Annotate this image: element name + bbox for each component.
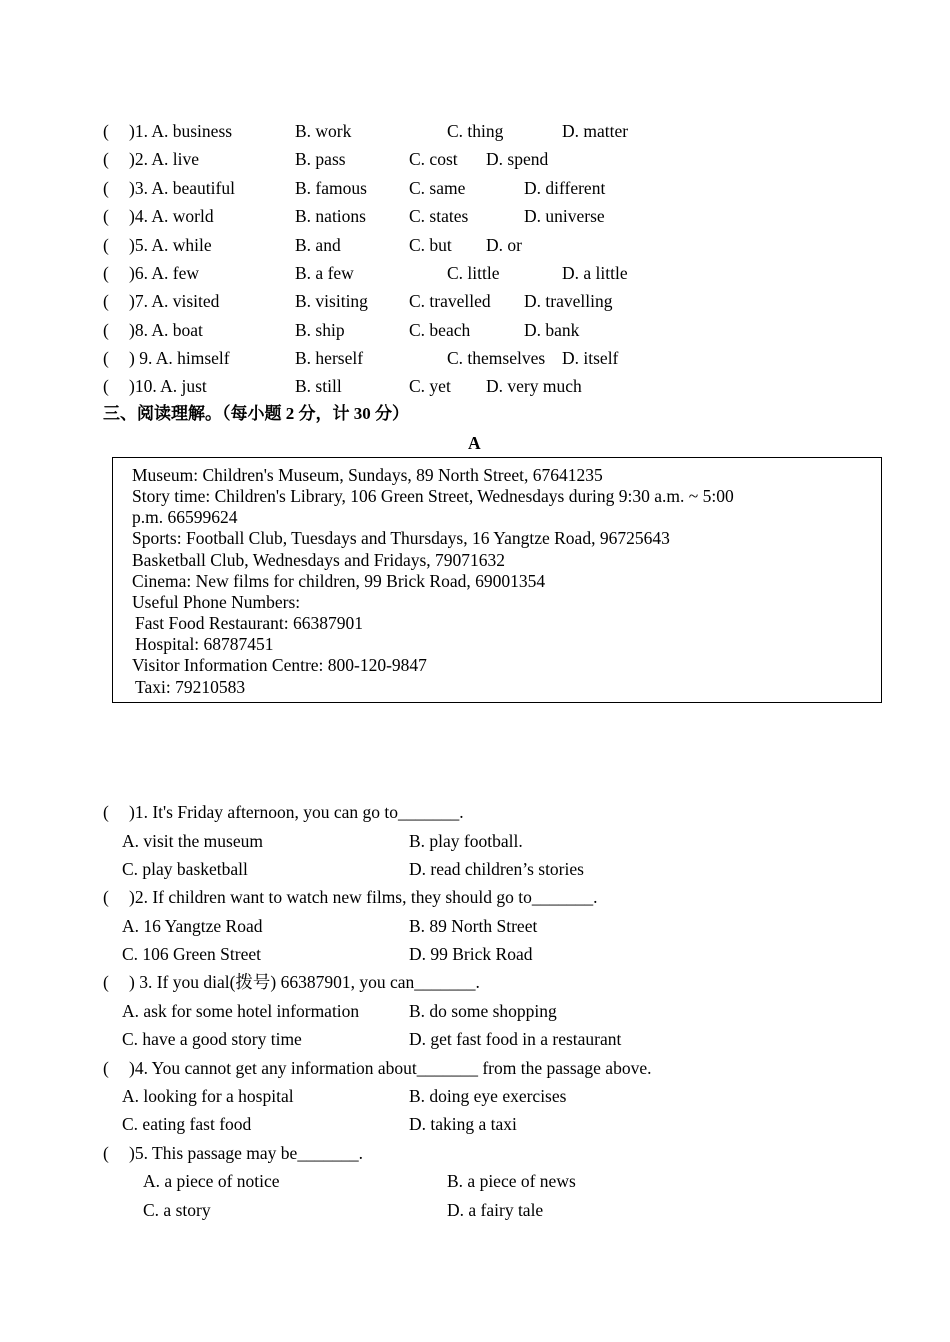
- option-d: D. read children’s stories: [409, 859, 584, 879]
- cloze-option-d: D. or: [486, 235, 522, 255]
- option-c: C. 106 Green Street: [122, 944, 261, 964]
- answer-paren: (: [103, 802, 109, 822]
- answer-paren: (: [103, 178, 109, 198]
- answer-paren: (: [103, 263, 109, 283]
- option-a: A. ask for some hotel information: [122, 1001, 360, 1021]
- question-stem: )5. This passage may be_______.: [129, 1143, 363, 1163]
- answer-paren: (: [103, 149, 109, 169]
- cloze-option-c: C. states: [409, 206, 469, 226]
- question-stem: )2. If children want to watch new films, they should go to_______.: [129, 887, 598, 907]
- cloze-option-b: B. work: [295, 121, 352, 141]
- cloze-option-c: C. little: [447, 263, 500, 283]
- cloze-option-d: D. bank: [524, 320, 580, 340]
- cloze-option-a: )6. A. few: [129, 263, 199, 283]
- notice-line: Museum: Children's Museum, Sundays, 89 North Street, 67641235: [132, 465, 603, 485]
- cloze-option-b: B. pass: [295, 149, 346, 169]
- cloze-option-b: B. and: [295, 235, 341, 255]
- notice-line: Visitor Information Centre: 800-120-9847: [132, 655, 427, 675]
- cloze-option-c: C. same: [409, 178, 466, 198]
- cloze-option-b: B. herself: [295, 348, 364, 368]
- option-a: A. 16 Yangtze Road: [122, 916, 263, 936]
- option-c: C. have a good story time: [122, 1029, 302, 1049]
- cloze-option-c: C. yet: [409, 376, 451, 396]
- cloze-option-c: C. but: [409, 235, 452, 255]
- answer-paren: (: [103, 376, 109, 396]
- cloze-option-a: )10. A. just: [129, 376, 207, 396]
- notice-line: Basketball Club, Wednesdays and Fridays, 79071632: [132, 550, 506, 570]
- cloze-option-c: C. themselves: [447, 348, 546, 368]
- option-a: A. looking for a hospital: [122, 1086, 294, 1106]
- option-d: D. taking a taxi: [409, 1114, 517, 1134]
- cloze-option-a: )4. A. world: [129, 206, 214, 226]
- cloze-option-a: )2. A. live: [129, 149, 199, 169]
- option-c: C. eating fast food: [122, 1114, 252, 1134]
- option-d: D. get fast food in a restaurant: [409, 1029, 622, 1049]
- option-b: B. play football.: [409, 831, 523, 851]
- cloze-option-d: D. spend: [486, 149, 549, 169]
- question-stem: )4. You cannot get any information about_______ from the passage above.: [129, 1058, 652, 1078]
- cloze-option-b: B. nations: [295, 206, 366, 226]
- cloze-option-a: ) 9. A. himself: [129, 348, 230, 368]
- cloze-option-a: )8. A. boat: [129, 320, 203, 340]
- cloze-option-a: )7. A. visited: [129, 291, 220, 311]
- notice-line: Cinema: New films for children, 99 Brick Road, 69001354: [132, 571, 546, 591]
- cloze-option-c: C. thing: [447, 121, 504, 141]
- notice-line: Story time: Children's Library, 106 Green Street, Wednesdays during 9:30 a.m. ~ 5:00: [132, 486, 734, 506]
- option-a: A. a piece of notice: [143, 1171, 280, 1191]
- notice-line: Sports: Football Club, Tuesdays and Thursdays, 16 Yangtze Road, 96725643: [132, 528, 670, 548]
- cloze-option-d: D. travelling: [524, 291, 613, 311]
- cloze-option-c: C. cost: [409, 149, 458, 169]
- cloze-option-a: )1. A. business: [129, 121, 233, 141]
- section-heading: 三、阅读理解。（每小题 2 分，计 30 分）: [103, 404, 409, 423]
- cloze-option-d: D. itself: [562, 348, 619, 368]
- notice-line: p.m. 66599624: [132, 507, 238, 527]
- cloze-option-a: )3. A. beautiful: [129, 178, 235, 198]
- option-c: C. play basketball: [122, 859, 248, 879]
- notice-line: Taxi: 79210583: [135, 677, 246, 697]
- cloze-option-d: D. a little: [562, 263, 628, 283]
- notice-line: Hospital: 68787451: [135, 634, 274, 654]
- option-b: B. a piece of news: [447, 1171, 576, 1191]
- answer-paren: (: [103, 348, 109, 368]
- option-d: D. a fairy tale: [447, 1200, 544, 1220]
- answer-paren: (: [103, 291, 109, 311]
- answer-paren: (: [103, 1058, 109, 1078]
- option-b: B. 89 North Street: [409, 916, 538, 936]
- cloze-option-c: C. travelled: [409, 291, 491, 311]
- cloze-option-d: D. very much: [486, 376, 582, 396]
- answer-paren: (: [103, 1143, 109, 1163]
- cloze-option-b: B. still: [295, 376, 342, 396]
- cloze-option-b: B. famous: [295, 178, 367, 198]
- cloze-option-a: )5. A. while: [129, 235, 212, 255]
- option-a: A. visit the museum: [122, 831, 263, 851]
- question-stem: )1. It's Friday afternoon, you can go to_______.: [129, 802, 464, 822]
- cloze-option-b: B. a few: [295, 263, 354, 283]
- cloze-option-d: D. different: [524, 178, 606, 198]
- cloze-option-d: D. matter: [562, 121, 629, 141]
- answer-paren: (: [103, 121, 109, 141]
- option-c: C. a story: [143, 1200, 211, 1220]
- question-stem: ) 3. If you dial(拨号) 66387901, you can_______.: [129, 972, 480, 992]
- answer-paren: (: [103, 235, 109, 255]
- option-b: B. doing eye exercises: [409, 1086, 567, 1106]
- answer-paren: (: [103, 206, 109, 226]
- cloze-option-b: B. visiting: [295, 291, 368, 311]
- cloze-option-b: B. ship: [295, 320, 345, 340]
- answer-paren: (: [103, 972, 109, 992]
- notice-line: Fast Food Restaurant: 66387901: [135, 613, 363, 633]
- passage-title: A: [468, 433, 481, 453]
- answer-paren: (: [103, 887, 109, 907]
- option-b: B. do some shopping: [409, 1001, 557, 1021]
- notice-line: Useful Phone Numbers:: [132, 592, 301, 612]
- cloze-option-d: D. universe: [524, 206, 605, 226]
- answer-paren: (: [103, 320, 109, 340]
- cloze-option-c: C. beach: [409, 320, 471, 340]
- option-d: D. 99 Brick Road: [409, 944, 533, 964]
